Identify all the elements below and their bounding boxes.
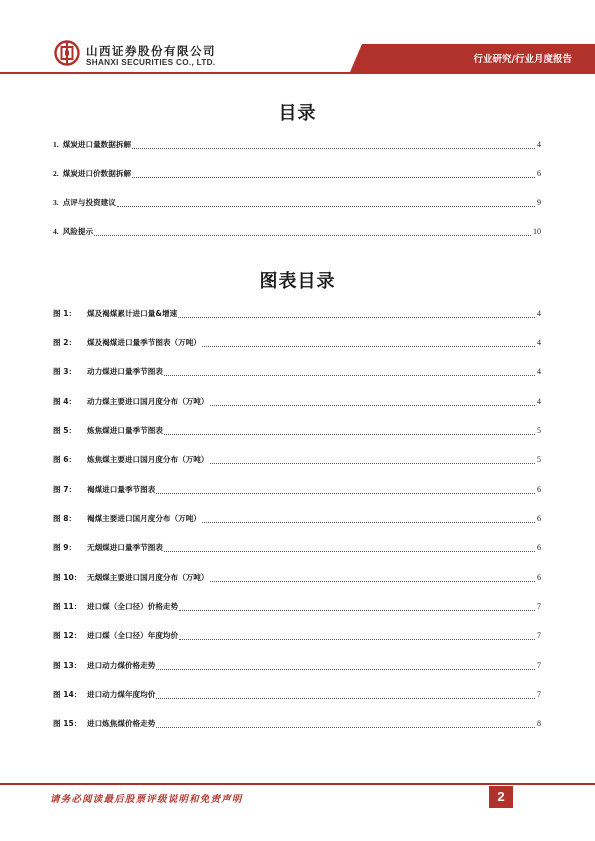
figure-item-number: 图 8： <box>53 514 77 523</box>
toc-title: 目录 <box>278 103 317 124</box>
figure-item-number: 图 14： <box>53 690 82 699</box>
dot-leader <box>132 148 535 149</box>
toc-item-number: 4. <box>53 227 59 236</box>
toc-item-label: 煤炭进口量数据拆解 <box>62 140 132 149</box>
toc-item-label: 风险提示 <box>62 227 94 236</box>
figure-item-label: 无烟煤主要进口国月度分布（万吨） <box>87 573 209 582</box>
figure-item-number: 图 9： <box>53 543 77 552</box>
figure-item-label: 动力煤进口量季节图表 <box>87 367 163 376</box>
figure-item-label: 炼焦煤主要进口国月度分布（万吨） <box>87 455 209 464</box>
toc-item[interactable] <box>53 226 541 238</box>
figure-item[interactable] <box>53 513 541 525</box>
figure-item[interactable] <box>53 308 541 320</box>
dot-leader <box>210 405 536 406</box>
figure-item-number: 图 2： <box>53 338 77 347</box>
figure-item-number: 图 1： <box>53 309 77 318</box>
figure-item-page: 4 <box>537 309 541 318</box>
dot-leader <box>156 493 535 494</box>
figure-item-number: 图 5： <box>53 426 77 435</box>
dot-leader <box>132 177 535 178</box>
company-name-cn: 山西证券股份有限公司 <box>86 44 216 58</box>
toc-item-page: 10 <box>533 227 541 236</box>
dot-leader <box>202 346 535 347</box>
figure-item-label: 进口动力煤年度均价 <box>87 690 156 699</box>
dot-leader <box>94 235 531 236</box>
figure-item[interactable] <box>53 601 541 613</box>
dot-leader <box>164 434 535 435</box>
figure-item-number: 图 6： <box>53 455 77 464</box>
figure-item-number: 图 7： <box>53 485 77 494</box>
figure-item-page: 4 <box>537 367 541 376</box>
figure-item[interactable] <box>53 630 541 642</box>
dot-leader <box>164 375 535 376</box>
figure-item-page: 6 <box>537 543 541 552</box>
figure-item-number: 图 10： <box>53 573 82 582</box>
figure-item[interactable] <box>53 366 541 378</box>
company-name-en: SHANXI SECURITIES CO., LTD. <box>86 58 216 67</box>
figure-item-number: 图 15： <box>53 719 82 728</box>
dot-leader <box>156 698 535 699</box>
figure-item-page: 6 <box>537 514 541 523</box>
figure-list-title: 图表目录 <box>259 271 336 292</box>
figure-item[interactable] <box>53 484 541 496</box>
figure-item-number: 图 3： <box>53 367 77 376</box>
figure-item-label: 进口动力煤价格走势 <box>87 661 156 670</box>
figure-item-number: 图 11： <box>53 602 82 611</box>
dot-leader <box>156 669 535 670</box>
dot-leader <box>179 610 535 611</box>
figure-item[interactable] <box>53 425 541 437</box>
figure-item-label: 无烟煤进口量季节图表 <box>87 543 163 552</box>
footer-divider <box>0 783 595 785</box>
figure-item-page: 5 <box>537 426 541 435</box>
toc-item-page: 6 <box>537 169 541 178</box>
figure-item-page: 6 <box>537 573 541 582</box>
figure-item-label: 褐煤进口量季节图表 <box>87 485 156 494</box>
dot-leader <box>210 463 536 464</box>
toc-item-page: 9 <box>537 198 541 207</box>
toc-item-number: 3. <box>53 198 59 207</box>
figure-item-page: 4 <box>537 397 541 406</box>
figure-item-label: 煤及褐煤进口量季节图表（万吨） <box>87 338 201 347</box>
figure-item-number: 图 13： <box>53 661 82 670</box>
figure-item-label: 褐煤主要进口国月度分布（万吨） <box>87 514 201 523</box>
toc-item[interactable] <box>53 197 541 209</box>
toc-item[interactable] <box>53 139 541 151</box>
toc-item-label: 煤炭进口价数据拆解 <box>62 169 132 178</box>
dot-leader <box>117 206 535 207</box>
figure-item[interactable] <box>53 572 541 584</box>
shanxi-securities-logo-icon <box>54 40 80 66</box>
figure-item-number: 图 12： <box>53 631 82 640</box>
figure-item-label: 进口煤（全口径）年度均价 <box>87 631 179 640</box>
figure-item-label: 动力煤主要进口国月度分布（万吨） <box>87 397 209 406</box>
figure-item[interactable] <box>53 718 541 730</box>
figure-item-number: 图 4： <box>53 397 77 406</box>
page-number-badge: 2 <box>489 786 513 808</box>
dot-leader <box>179 639 535 640</box>
figure-item-label: 进口煤（全口径）价格走势 <box>87 602 179 611</box>
figure-item-page: 5 <box>537 455 541 464</box>
dot-leader <box>202 522 535 523</box>
figure-item-page: 7 <box>537 602 541 611</box>
toc-item-label: 点评与投资建议 <box>62 198 116 207</box>
toc-item-page: 4 <box>537 140 541 149</box>
toc-item-number: 1. <box>53 140 59 149</box>
figure-item-page: 6 <box>537 485 541 494</box>
figure-item-label: 进口炼焦煤价格走势 <box>87 719 156 728</box>
figure-item[interactable] <box>53 396 541 408</box>
disclaimer-notice: 请务必阅读最后股票评级说明和免责声明 <box>50 794 243 805</box>
figure-item[interactable] <box>53 337 541 349</box>
figure-item-page: 7 <box>537 690 541 699</box>
report-type-label: 行业研究/行业月度报告 <box>473 54 572 65</box>
figure-item-label: 炼焦煤进口量季节图表 <box>87 426 163 435</box>
toc-item[interactable] <box>53 168 541 180</box>
toc-item-number: 2. <box>53 169 59 178</box>
dot-leader <box>178 317 535 318</box>
figure-item-label: 煤及褐煤累计进口量&增速 <box>87 309 178 318</box>
figure-item[interactable] <box>53 660 541 672</box>
dot-leader <box>156 727 535 728</box>
figure-item[interactable] <box>53 454 541 466</box>
figure-item-page: 7 <box>537 631 541 640</box>
page-header <box>0 0 595 84</box>
figure-item-page: 4 <box>537 338 541 347</box>
figure-item[interactable] <box>53 689 541 701</box>
figure-item-page: 7 <box>537 661 541 670</box>
figure-item[interactable] <box>53 542 541 554</box>
header-divider <box>0 72 595 74</box>
dot-leader <box>210 581 536 582</box>
dot-leader <box>164 551 535 552</box>
figure-item-page: 8 <box>537 719 541 728</box>
